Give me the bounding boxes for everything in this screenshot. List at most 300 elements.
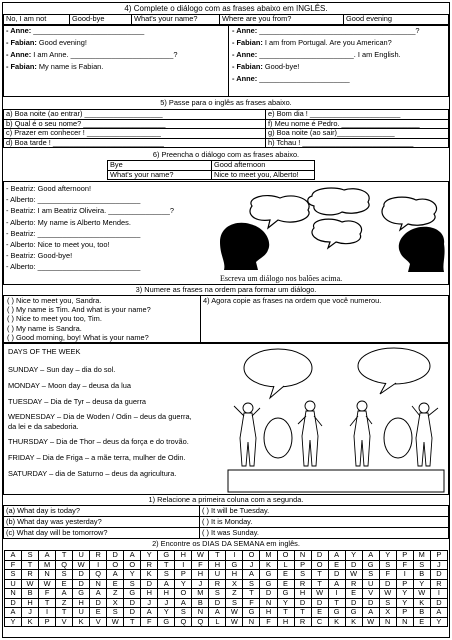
s6-option: Good afternoon (212, 161, 315, 171)
section-6-title: 6) Preencha o diálogo com as frases abaixo. (152, 150, 300, 159)
s4-line: - Anne: _______________________. I am English. (232, 50, 401, 59)
days-heading: DAYS OF THE WEEK (8, 347, 81, 356)
word-search-cell: I (175, 560, 192, 570)
word-search-cell: E (311, 608, 328, 618)
word-search-cell: N (379, 617, 396, 627)
s3-item: ( ) My name is Tim. And what is your name? (7, 305, 151, 315)
s4-dialogue-box (3, 25, 449, 97)
word-search-cell: W (345, 570, 362, 580)
word-search-cell: K (260, 560, 277, 570)
word-search-cell: K (141, 570, 158, 580)
speech-bubble-icon (244, 349, 312, 387)
word-search-cell: D (362, 598, 379, 608)
speech-bubble-tail (380, 383, 396, 394)
day-item: TUESDAY – Dia de Tyr – deusa da guerra (8, 396, 147, 406)
word-search-cell: O (107, 560, 124, 570)
s4-line: - Anne: ______________________ (232, 74, 350, 83)
word-search-cell: F (192, 560, 209, 570)
word-search-cell: P (396, 579, 413, 589)
word-search-cell: F (396, 560, 413, 570)
word-search-cell: A (90, 589, 107, 599)
word-search-cell: W (362, 617, 379, 627)
word-search-cell: S (209, 589, 226, 599)
word-search-cell: R (90, 551, 107, 561)
word-search-cell: U (5, 579, 22, 589)
s5-cell: c) Prazer em conhecer ! __________________ (4, 129, 266, 139)
word-search-cell: N (39, 570, 56, 580)
s1-cell: (b) What day was yesterday? (4, 517, 200, 528)
word-search-cell: Y (277, 598, 294, 608)
worksheet (2, 2, 450, 638)
word-search-row (5, 598, 448, 608)
s6-line: - Beatriz: _________________________ (6, 228, 141, 238)
s5-table (3, 109, 449, 148)
word-search-cell: W (226, 617, 243, 627)
s6-line: - Alberto: _________________________ (6, 262, 141, 272)
section-2-title: 2) Encontre os DIAS DA SEMANA em inglês. (152, 539, 300, 548)
word-search-cell: T (56, 608, 73, 618)
person-body-icon (416, 413, 432, 466)
word-search-cell: S (226, 598, 243, 608)
s6-option: What's your name? (108, 170, 212, 180)
word-search-cell: S (124, 579, 141, 589)
word-search-cell: I (396, 570, 413, 580)
word-search-cell: P (294, 560, 311, 570)
word-search-cell: F (243, 598, 260, 608)
word-search-cell: R (22, 570, 39, 580)
word-search-cell: D (73, 570, 90, 580)
word-search-cell: G (345, 608, 362, 618)
word-search-cell: A (209, 608, 226, 618)
word-search-cell: Z (226, 589, 243, 599)
speech-bubble-icon (384, 418, 412, 458)
speech-bubble-tail (270, 386, 284, 398)
word-search-cell: K (328, 617, 345, 627)
s4-line: - Fabian: Good-bye! (232, 62, 300, 71)
word-search-cell: W (226, 608, 243, 618)
word-search-cell: G (362, 560, 379, 570)
word-search-cell: U (73, 608, 90, 618)
word-search-cell: R (141, 560, 158, 570)
s4-option: Good-bye (70, 15, 132, 25)
word-search-cell: Y (396, 598, 413, 608)
word-search-cell: Y (379, 551, 396, 561)
word-search-cell: A (141, 608, 158, 618)
speech-bubble-icon (308, 188, 369, 215)
day-item: WEDNESDAY – Dia de Woden / Odin – deus da guerra, (8, 412, 192, 422)
speech-bubble-icon (312, 219, 362, 248)
word-search-cell: A (328, 551, 345, 561)
speech-bubble-icon (382, 197, 437, 230)
word-search-cell: J (141, 598, 158, 608)
word-search-cell: O (311, 560, 328, 570)
word-search-cell: S (294, 570, 311, 580)
word-search-cell: J (430, 560, 447, 570)
word-search-cell: A (328, 579, 345, 589)
word-search-cell: T (22, 560, 39, 570)
word-search-cell: U (209, 570, 226, 580)
word-search-cell: J (243, 560, 260, 570)
word-search-cell: H (209, 560, 226, 570)
section-1-title: 1) Relacione a primeira coluna com a segunda. (148, 495, 304, 504)
s6-line: - Alberto: Nice to meet you, too! (6, 239, 110, 249)
s3-copy-instruction: 4) Agora copie as frases na ordem que você numerou. (203, 296, 382, 305)
word-search-cell: A (56, 589, 73, 599)
word-search-cell: S (22, 551, 39, 561)
word-search-cell: E (90, 608, 107, 618)
word-search-cell: T (124, 617, 141, 627)
speech-bubble-icon (264, 418, 292, 458)
s6-line: - Beatriz: Good-bye! (6, 251, 73, 261)
word-search-cell: S (158, 570, 175, 580)
word-search-cell: Y (345, 551, 362, 561)
word-search-cell: M (39, 560, 56, 570)
word-search-cell: A (430, 608, 447, 618)
word-search-row (5, 589, 448, 599)
word-search-cell: N (396, 617, 413, 627)
silhouette-head-icon (220, 223, 269, 270)
word-search-cell: A (5, 608, 22, 618)
day-item: THURSDAY – Dia de Thor – deus da força e do trovão. (8, 437, 189, 447)
word-search-cell: T (158, 560, 175, 570)
s4-option: What's your name? (132, 15, 220, 25)
word-search-cell: E (56, 579, 73, 589)
person-body-icon (302, 411, 318, 466)
word-search-cell: D (430, 598, 447, 608)
s6-option: Nice to meet you, Alberto! (212, 170, 315, 180)
s1-cell: (c) What day will be tomorrow? (4, 528, 200, 539)
word-search-cell: L (277, 560, 294, 570)
word-search-row (5, 608, 448, 618)
word-search-cell: M (260, 551, 277, 561)
word-search-cell: G (158, 551, 175, 561)
word-search-cell: C (311, 617, 328, 627)
word-search-cell: Z (56, 598, 73, 608)
word-search-cell: D (90, 598, 107, 608)
word-search-cell: P (39, 617, 56, 627)
s6-options-table (107, 160, 315, 180)
s5-cell: f) Meu nome é Pedro. ___________________ (266, 119, 449, 129)
s6-line: - Beatriz: Good afternoon! (6, 184, 92, 193)
word-search-cell: D (107, 551, 124, 561)
s6-caption: Escreva um diálogo nos balões acima. (220, 274, 343, 283)
s5-cell: e) Bom dia ! ______________________ (266, 110, 449, 120)
word-search-cell: F (260, 617, 277, 627)
word-search-cell: N (243, 617, 260, 627)
word-search-cell: U (362, 579, 379, 589)
word-search-cell: G (226, 560, 243, 570)
word-search-cell: B (413, 608, 430, 618)
word-search-cell: Y (141, 551, 158, 561)
word-search-cell: W (413, 589, 430, 599)
word-search-cell: D (294, 598, 311, 608)
person-head-icon (357, 401, 367, 411)
word-search-row (5, 617, 448, 627)
word-search-cell: W (73, 560, 90, 570)
word-search-cell: T (311, 579, 328, 589)
word-search-cell: P (396, 608, 413, 618)
word-search-cell: N (260, 598, 277, 608)
word-search-cell: I (430, 589, 447, 599)
s1-cell: ( ) It will be Tuesday. (200, 506, 449, 517)
word-search-cell: F (39, 589, 56, 599)
word-search-cell: A (5, 551, 22, 561)
word-search-cell: F (379, 570, 396, 580)
s4-right-column (232, 27, 420, 87)
word-search-cell: W (379, 589, 396, 599)
days-list (8, 366, 192, 486)
s6-line: - Beatriz: I am Beatriz Oliveira. _______________? (6, 206, 175, 216)
word-search-cell: X (107, 598, 124, 608)
word-search-cell: K (413, 598, 430, 608)
word-search-cell: R (345, 579, 362, 589)
s6-line: - Alberto: My name is Alberto Mendes. (6, 217, 131, 227)
word-search-cell: I (226, 551, 243, 561)
word-search-cell: S (107, 608, 124, 618)
word-search-cell: W (22, 579, 39, 589)
word-search-cell: H (73, 598, 90, 608)
word-search-cell: O (277, 551, 294, 561)
s4-option: No, I am not (4, 15, 70, 25)
word-search-cell: G (73, 589, 90, 599)
word-search-cell: Z (107, 589, 124, 599)
word-search-cell: S (175, 608, 192, 618)
word-search-cell: Y (124, 570, 141, 580)
word-search-cell: W (107, 617, 124, 627)
word-search-cell: J (158, 598, 175, 608)
word-search-cell: D (345, 560, 362, 570)
word-search-cell: D (124, 598, 141, 608)
section-3-title: 3) Numere as frases na ordem para formar um diálogo. (135, 285, 317, 294)
word-search-cell: F (5, 560, 22, 570)
word-search-cell: A (243, 570, 260, 580)
word-search-cell: E (277, 579, 294, 589)
person-head-icon (243, 403, 253, 413)
word-search-cell: T (277, 608, 294, 618)
word-search-cell: E (413, 617, 430, 627)
s1-cell: (a) What day is today? (4, 506, 200, 517)
speech-bubbles-illustration (216, 184, 448, 274)
s5-cell: b) Qual é o seu nome? ____________________ (4, 119, 266, 129)
word-search-cell: Y (396, 589, 413, 599)
word-search-cell: I (90, 560, 107, 570)
word-search-cell: S (379, 560, 396, 570)
word-search-cell: T (311, 570, 328, 580)
word-search-cell: T (39, 598, 56, 608)
silhouette-head-icon (399, 227, 445, 272)
word-search-cell: B (192, 598, 209, 608)
word-search-cell: T (328, 598, 345, 608)
s4-line: - Anne: I am Anne. _________________________? (6, 50, 178, 59)
word-search-cell: I (39, 608, 56, 618)
word-search-cell: A (39, 551, 56, 561)
word-search-cell: A (124, 551, 141, 561)
word-search-row (5, 560, 448, 570)
day-item: SUNDAY – Sun day – dia do sol. (8, 365, 116, 374)
word-search-cell: Q (90, 570, 107, 580)
speech-bubble-icon (358, 348, 430, 384)
s4-option: Good evening (344, 15, 449, 25)
word-search-cell: W (311, 589, 328, 599)
word-search-cell: H (260, 608, 277, 618)
word-search-cell: H (22, 598, 39, 608)
word-search-cell: A (362, 551, 379, 561)
word-search-cell: U (73, 551, 90, 561)
word-search-row (5, 570, 448, 580)
s3-item: ( ) My name is Sandra. (7, 323, 82, 333)
word-search-cell: E (277, 570, 294, 580)
word-search-cell: G (260, 570, 277, 580)
word-search-cell: W (192, 551, 209, 561)
word-search-cell: H (277, 617, 294, 627)
word-search-grid (4, 550, 448, 627)
word-search-cell: G (158, 617, 175, 627)
s6-option: Bye (108, 161, 212, 171)
word-search-row (5, 551, 448, 561)
word-search-cell: Y (158, 608, 175, 618)
s5-cell: d) Boa tarde ! ___________________________ (4, 138, 266, 148)
word-search-cell: T (209, 551, 226, 561)
speech-bubble-icon (250, 196, 309, 228)
s6-line: - Alberto: _________________________ (6, 195, 141, 205)
word-search-cell: H (192, 570, 209, 580)
s4-options-table (3, 14, 449, 25)
s3-item: ( ) Nice to meet you, Sandra. (7, 296, 102, 305)
word-search-cell: O (124, 560, 141, 570)
s3-item: ( ) Nice to meet you too, Tim. (7, 314, 102, 324)
word-search-cell: E (345, 589, 362, 599)
section-4-title: 4) Complete o diálogo com as frases abaixo em INGLÊS. (124, 4, 328, 13)
word-search-cell: D (328, 570, 345, 580)
word-search-cell: E (107, 579, 124, 589)
s4-line: - Fabian: Good evening! (6, 38, 87, 47)
word-search-cell: D (379, 579, 396, 589)
day-item: FRIDAY – Dia de Friga – a mãe terra, mulher de Odin. (8, 453, 186, 463)
word-search-cell: Y (413, 579, 430, 589)
word-search-cell: D (73, 579, 90, 589)
word-search-cell: L (209, 617, 226, 627)
s4-line: - Fabian: My name is Fabian. (6, 62, 104, 71)
days-box (3, 343, 449, 495)
word-search-cell: K (73, 617, 90, 627)
word-search-cell: N (5, 589, 22, 599)
word-search-cell: H (226, 570, 243, 580)
day-item: SATURDAY – dia de Saturno – deus da agricultura. (8, 468, 177, 478)
word-search-cell: D (430, 570, 447, 580)
word-search-cell: Q (56, 560, 73, 570)
word-search-cell: R (209, 579, 226, 589)
people-talking-illustration (226, 346, 446, 494)
word-search-cell: H (141, 589, 158, 599)
day-item: da lei e da sabedoria. (8, 421, 79, 431)
word-search-cell: A (158, 579, 175, 589)
s4-divider (228, 26, 229, 96)
s4-line: - Fabian: I am from Portugal. Are you American? (232, 38, 392, 47)
s5-cell: g) Boa noite (ao sair)______________ (266, 129, 449, 139)
word-search-cell: Q (175, 617, 192, 627)
s5-cell: h) Tchau ! ___________________________ (266, 138, 449, 148)
s5-cell: a) Boa noite (ao entrar) ___________________ (4, 110, 266, 120)
s3-box (3, 295, 449, 343)
word-search-cell: B (22, 589, 39, 599)
word-search-row (5, 579, 448, 589)
word-search-cell: Y (175, 579, 192, 589)
word-search-cell: S (379, 598, 396, 608)
word-search-cell: Y (5, 617, 22, 627)
s4-left-column (6, 27, 178, 75)
word-search-cell: A (362, 608, 379, 618)
word-search-cell: O (175, 589, 192, 599)
day-item: MONDAY – Moon day – deusa da lua (8, 380, 131, 390)
word-search-cell: G (124, 589, 141, 599)
word-search-cell: G (277, 589, 294, 599)
s3-items (7, 297, 151, 343)
word-search-cell: N (294, 551, 311, 561)
word-search-cell: R (294, 617, 311, 627)
word-search-cell: H (294, 589, 311, 599)
s1-table (3, 505, 449, 539)
word-search-cell: V (56, 617, 73, 627)
s1-cell: ( ) It was Sunday. (200, 528, 449, 539)
word-search-cell: G (260, 579, 277, 589)
person-body-icon (240, 413, 256, 466)
word-search-cell: I (328, 589, 345, 599)
word-search-cell: S (5, 570, 22, 580)
word-search-cell: V (362, 589, 379, 599)
word-search-cell: E (328, 560, 345, 570)
word-search-cell: P (396, 551, 413, 561)
word-search-cell: B (413, 570, 430, 580)
s4-line: - Anne: ___________________________ (6, 26, 145, 35)
word-search-cell: S (413, 560, 430, 570)
word-search-cell: W (39, 579, 56, 589)
word-search-cell: D (124, 608, 141, 618)
word-search-cell: K (345, 617, 362, 627)
word-search-cell: A (107, 570, 124, 580)
section-5-title: 5) Passe para o inglês as frases abaixo. (160, 98, 292, 107)
s4-line: - Anne: ______________________________________? (232, 26, 420, 35)
word-search-cell: S (243, 579, 260, 589)
word-search-cell: S (56, 570, 73, 580)
word-search-cell: G (243, 608, 260, 618)
word-search-cell: K (22, 617, 39, 627)
word-search-cell: Q (192, 617, 209, 627)
person-head-icon (419, 403, 429, 413)
s6-box (3, 181, 449, 285)
word-search-cell: G (328, 608, 345, 618)
word-search-cell: X (226, 579, 243, 589)
word-search-cell: N (90, 579, 107, 589)
word-search-cell: N (192, 608, 209, 618)
word-search-cell: T (56, 551, 73, 561)
word-search-cell: M (413, 551, 430, 561)
word-search-cell: D (260, 589, 277, 599)
word-search-cell: Y (430, 617, 447, 627)
word-search-cell: D (141, 579, 158, 589)
word-search-cell: A (175, 598, 192, 608)
word-search-cell: H (175, 551, 192, 561)
word-search-cell: S (362, 570, 379, 580)
word-search-cell: V (90, 617, 107, 627)
word-search-cell: D (5, 598, 22, 608)
word-search-cell: T (294, 608, 311, 618)
person-body-icon (354, 411, 370, 466)
floor-outline (228, 470, 444, 492)
word-search-cell: D (209, 598, 226, 608)
word-search-cell: M (192, 589, 209, 599)
word-search-cell: F (141, 617, 158, 627)
word-search-cell: D (311, 551, 328, 561)
